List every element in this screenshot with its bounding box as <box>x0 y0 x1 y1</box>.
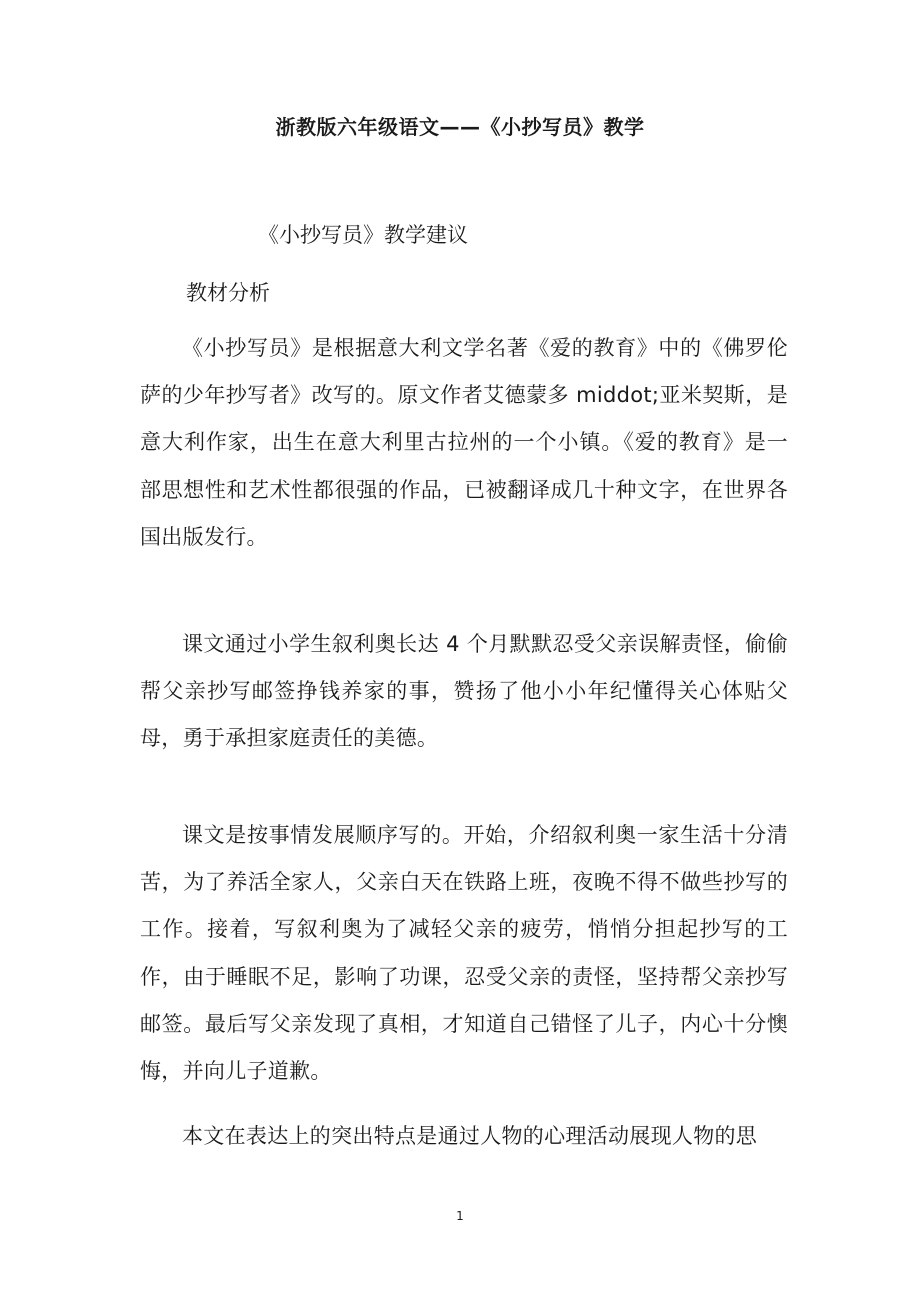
body-paragraph-2 <box>140 621 788 763</box>
paragraph-text: 课文是按事情发展顺序写的。开始，介绍叙利奥一家生活十分清苦，为了养活全家人，父亲白天在铁路上班，夜晚不得不做些抄写的工作。接着，写叙利奥为了减轻父亲的疲劳，悄悄分担起抄写的工作，由于睡眠不足，影响了功课，忍受父亲的责怪，坚持帮父亲抄写邮签。最后写父亲发现了真相，才知道自己错怪了儿子，内心十分懊悔，并向儿子道歉。 <box>140 823 788 1084</box>
body-paragraph-3 <box>140 812 788 1095</box>
page-number: 1 <box>456 1209 464 1223</box>
section-heading: 教材分析 <box>186 281 270 305</box>
body-paragraph-4 <box>140 1113 788 1160</box>
paragraph-text: 课文通过小学生叙利奥长达 4 个月默默忍受父亲误解责怪，偷偷帮父亲抄写邮签挣钱养家的事，赞扬了他小小年纪懂得关心体贴父母，勇于承担家庭责任的美德。 <box>140 632 788 751</box>
paragraph-text: 《小抄写员》是根据意大利文学名著《爱的教育》中的《佛罗伦萨的少年抄写者》改写的。原文作者艾德蒙多 middot;亚米契斯，是意大利作家，出生在意大利里古拉州的一个小镇。《爱的教育》是一部思想性和艺术性都很强的作品，已被翻译成几十种文字，在世界各国出版发行。 <box>140 336 788 549</box>
paragraph-text: 本文在表达上的突出特点是通过人物的心理活动展现人物的思 <box>182 1124 758 1148</box>
document-title: 浙教版六年级语文——《小抄写员》教学 <box>275 115 645 139</box>
document-subtitle: 《小抄写员》教学建议 <box>258 223 468 247</box>
body-paragraph-1 <box>140 325 788 561</box>
